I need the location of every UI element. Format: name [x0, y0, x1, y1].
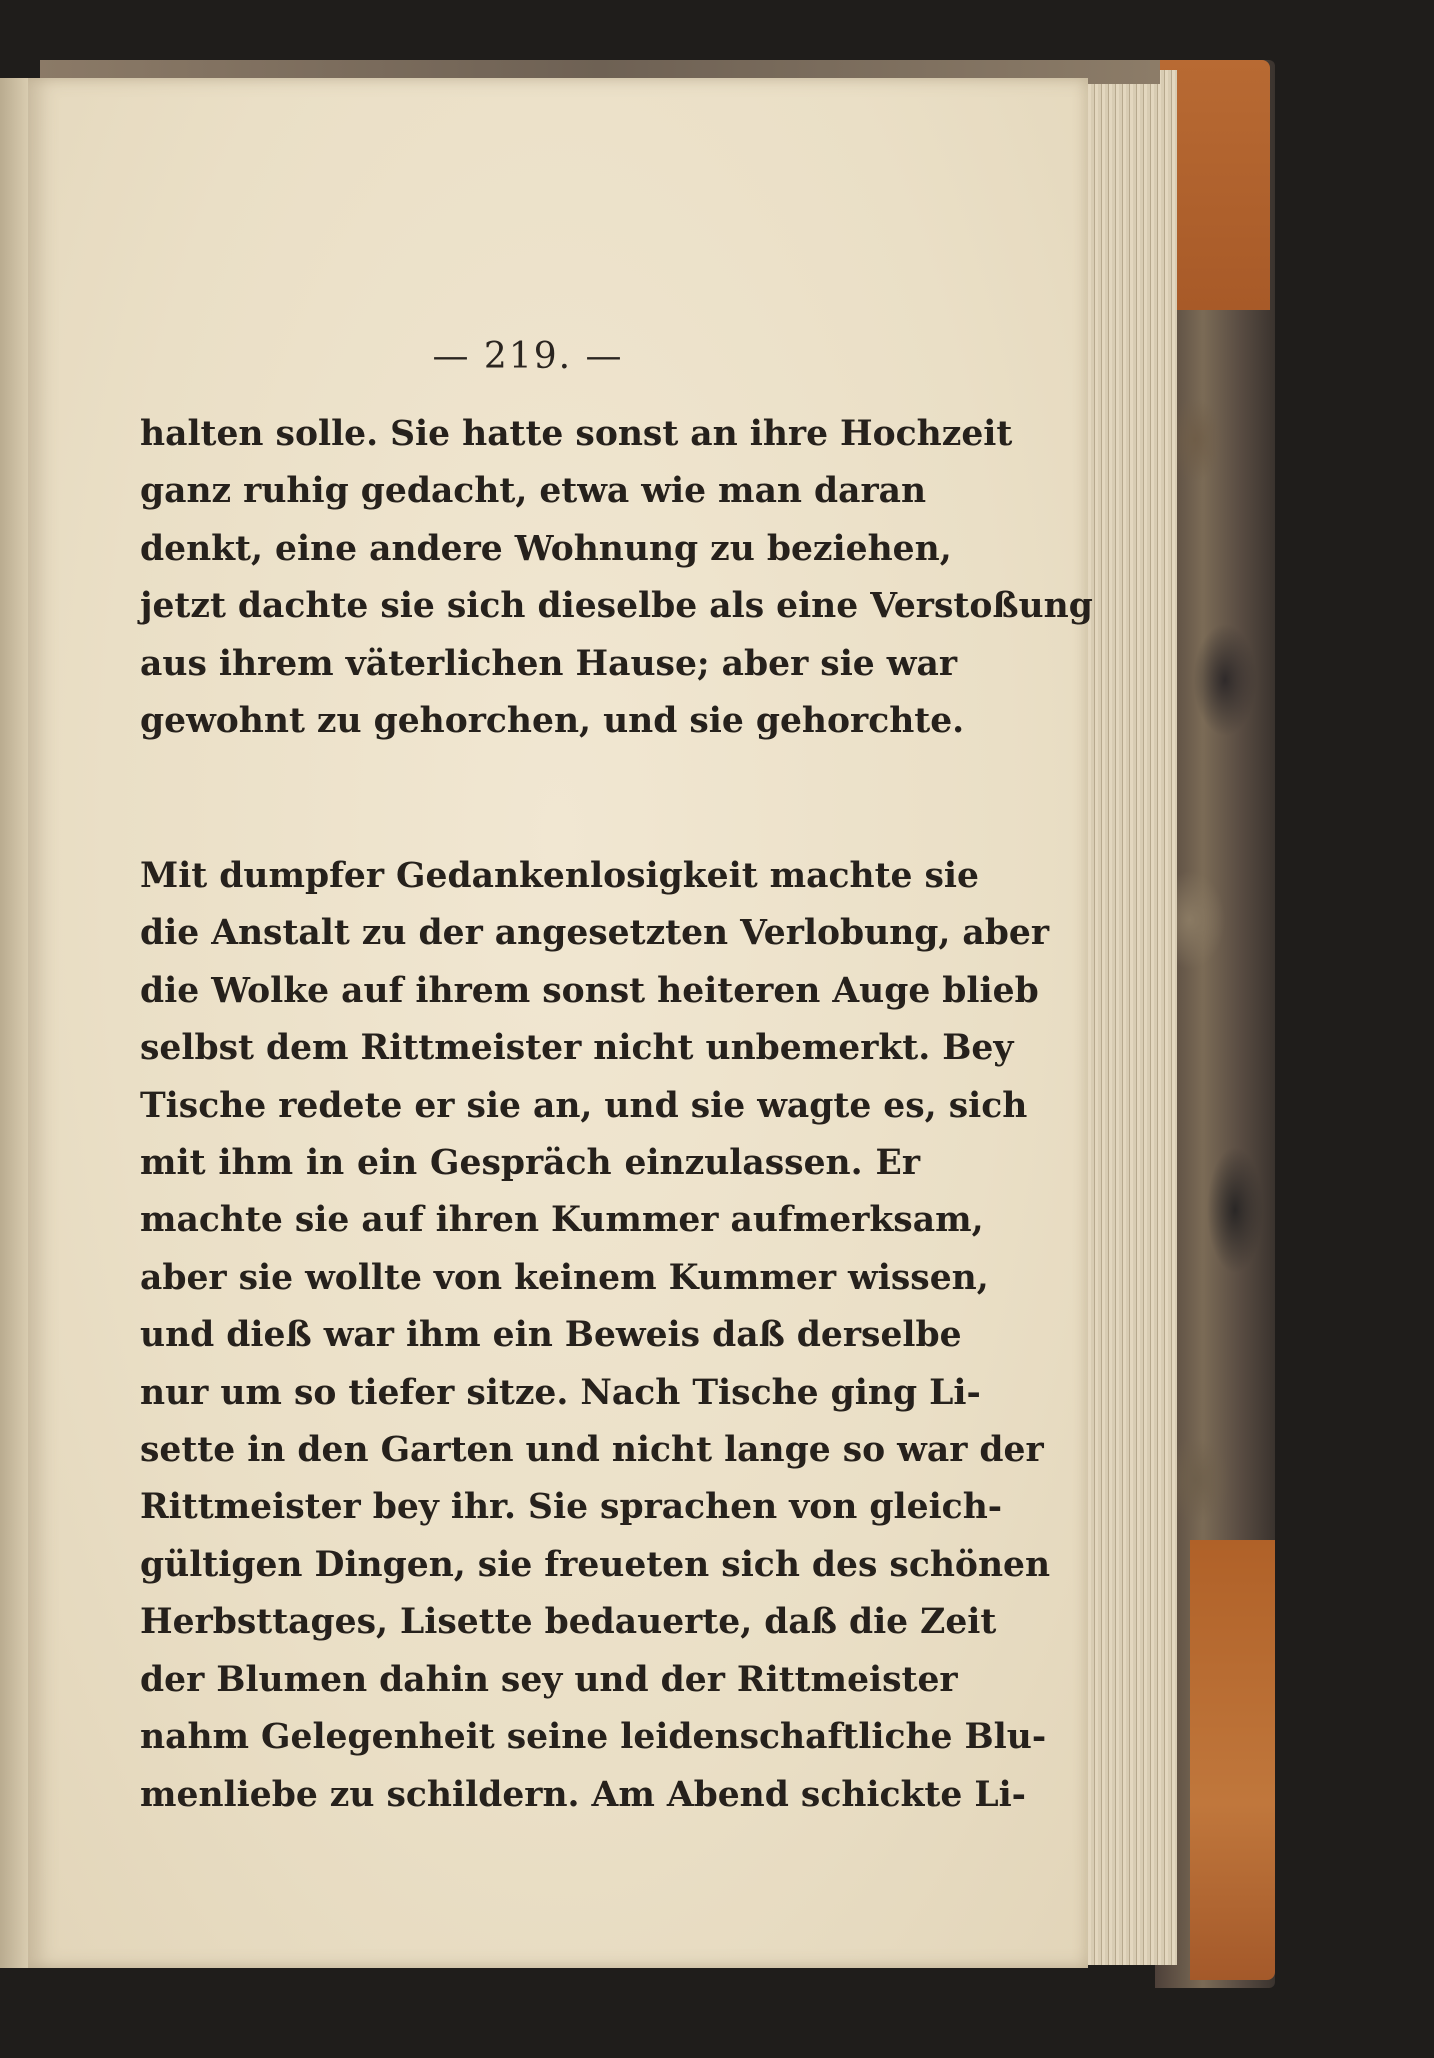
text-line: jetzt dachte sie sich dieselbe als eine Verstoßung: [140, 586, 1093, 627]
text-line: halten solle. Sie hatte sonst an ihre Hochzeit: [140, 414, 1013, 454]
book-page: [28, 78, 1093, 1968]
page-fore-edge: [1075, 70, 1177, 1965]
text-line: gewohnt zu gehorchen, und sie gehorchte.: [140, 701, 965, 742]
text-line: aus ihrem väterlichen Hause; aber sie war: [140, 643, 957, 684]
text-line: Tische redete er sie an, und sie wagte es, sich: [140, 1085, 1028, 1126]
text-line: die Anstalt zu der angesetzten Verlobung, aber: [140, 913, 1050, 954]
text-line: der Blumen dahin sey und der Rittmeister: [140, 1659, 958, 1700]
text-line: nur um so tiefer sitze. Nach Tische ging Li-: [140, 1372, 981, 1413]
text-line: nahm Gelegenheit seine leidenschaftliche Blu-: [140, 1717, 1047, 1758]
paragraph-1: [140, 406, 1093, 750]
text-line: menliebe zu schildern. Am Abend schickte Li-: [140, 1774, 1026, 1815]
text-line: selbst dem Rittmeister nicht unbemerkt. Bey: [140, 1028, 1014, 1069]
text-line: Rittmeister bey ihr. Sie sprachen von gleich-: [140, 1487, 1003, 1528]
text-line: machte sie auf ihren Kummer aufmerksam,: [140, 1200, 984, 1241]
text-line: mit ihm in ein Gespräch einzulassen. Er: [140, 1143, 920, 1184]
text-line: aber sie wollte von keinem Kummer wissen,: [140, 1257, 989, 1298]
text-line: gültigen Dingen, sie freueten sich des schönen: [140, 1544, 1051, 1585]
text-line: denkt, eine andere Wohnung zu beziehen,: [140, 528, 952, 569]
text-line: ganz ruhig gedacht, etwa wie man daran: [140, 471, 927, 512]
paragraph-2: [140, 848, 1051, 1824]
text-line: Herbsttages, Lisette bedauerte, daß die Zeit: [140, 1602, 997, 1643]
text-line: die Wolke auf ihrem sonst heiteren Auge blieb: [140, 970, 1039, 1011]
text-line: sette in den Garten und nicht lange so war der: [140, 1430, 1044, 1471]
text-line: Mit dumpfer Gedankenlosigkeit machte sie: [140, 856, 979, 896]
leather-corner-bottom: [1190, 1540, 1275, 1980]
page-number: — 219. —: [432, 336, 624, 377]
text-line: und dieß war ihm ein Beweis daß derselbe: [140, 1315, 962, 1356]
